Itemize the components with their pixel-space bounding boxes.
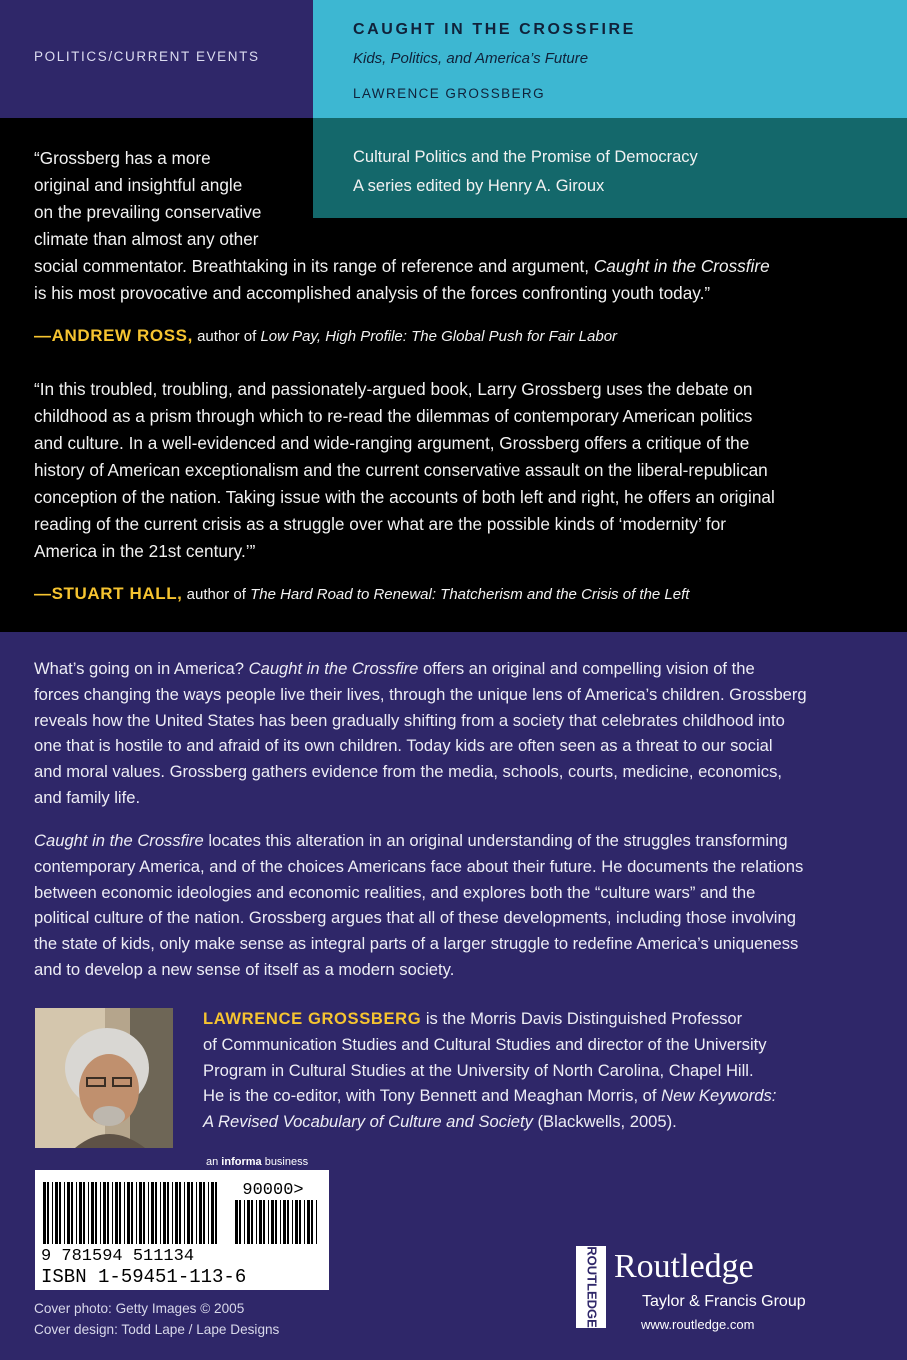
barcode-bar: [127, 1182, 130, 1244]
barcode-bar: [88, 1182, 89, 1244]
barcode-bar: [283, 1200, 286, 1244]
barcode-bar: [287, 1200, 289, 1244]
quote-2-line: “In this troubled, troubling, and passionately-argued book, Larry Grossberg uses the debate on: [34, 379, 753, 399]
barcode-bar: [191, 1182, 193, 1244]
design-credit: Cover design: Todd Lape / Lape Designs: [34, 1322, 280, 1337]
barcode-bar: [115, 1182, 118, 1244]
quote-1-line: original and insightful angle: [34, 175, 243, 195]
book-subtitle: Kids, Politics, and America’s Future: [353, 50, 589, 67]
barcode-bar: [103, 1182, 106, 1244]
quote-1-line: social commentator. Breathtaking in its range of reference and argument, Caught in the Crossfire: [34, 256, 770, 276]
barcode-bar: [67, 1182, 70, 1244]
barcode-box: [35, 1170, 329, 1290]
quote-1-author: —ANDREW ROSS,: [34, 326, 193, 345]
desc-line: contemporary America, and of the choices Americans face about their future. He documents the relations: [34, 856, 804, 876]
barcode-bar: [271, 1200, 274, 1244]
barcode-bar: [235, 1200, 238, 1244]
barcode: [35, 1170, 329, 1290]
series-name: Cultural Politics and the Promise of Democracy: [353, 148, 698, 166]
author-bio: [203, 1006, 776, 1135]
barcode-bar: [155, 1182, 157, 1244]
quote-1: [34, 145, 770, 307]
barcode-bar: [167, 1182, 169, 1244]
desc-line: one that is hostile to and afraid of its own children. Today kids are often seen as a threat to our social: [34, 736, 773, 756]
quote-1-attribution: —ANDREW ROSS, author of Low Pay, High Profile: The Global Push for Fair Labor: [34, 326, 618, 345]
description-paragraph-2: [34, 828, 894, 983]
desc-line: forces changing the ways people live their lives, through the unique lens of America’s children. Grossberg: [34, 684, 807, 704]
barcode-bar: [316, 1200, 317, 1244]
barcode-bar: [211, 1182, 214, 1244]
barcode-bar: [112, 1182, 113, 1244]
barcode-bar: [172, 1182, 173, 1244]
publisher-group: Taylor & Francis Group: [642, 1293, 806, 1310]
barcode-bar: [299, 1200, 301, 1244]
quote-2-author: —STUART HALL,: [34, 584, 183, 603]
barcode-bar: [52, 1182, 53, 1244]
barcode-bar: [71, 1182, 73, 1244]
description-paragraph-1: [34, 656, 894, 811]
desc-line: and to develop a new sense of itself as a modern society.: [34, 959, 455, 979]
barcode-bar: [244, 1200, 245, 1244]
bio-line: He is the co-editor, with Tony Bennett and Meaghan Morris, of New Keywords:: [203, 1086, 777, 1106]
barcode-bar: [143, 1182, 145, 1244]
svg-text:ROUTLEDGE: ROUTLEDGE: [584, 1246, 600, 1328]
barcode-bar: [76, 1182, 77, 1244]
quote-2-line: and culture. In a well-evidenced and wide-ranging argument, Grossberg offers a critique of the: [34, 433, 750, 453]
barcode-bar: [304, 1200, 305, 1244]
barcode-bar: [160, 1182, 161, 1244]
series-editor: A series edited by Henry A. Giroux: [353, 177, 605, 195]
barcode-bar: [119, 1182, 121, 1244]
barcode-isbn-text: ISBN 1-59451-113-6: [41, 1266, 247, 1288]
barcode-bar: [131, 1182, 133, 1244]
barcode-bar: [179, 1182, 181, 1244]
informa-label: an informa business: [206, 1156, 309, 1168]
quote-1-work: Low Pay, High Profile: The Global Push for Fair Labor: [260, 328, 618, 345]
quote-2-line: America in the 21st century.’”: [34, 541, 256, 561]
desc-line: between economic ideologies and economic realities, and explores both the “culture wars” and the: [34, 882, 756, 902]
barcode-bar: [91, 1182, 94, 1244]
publisher-url[interactable]: www.routledge.com: [641, 1317, 755, 1332]
bio-line: of Communication Studies and Cultural Studies and director of the University: [203, 1034, 767, 1054]
quote-2-work: The Hard Road to Renewal: Thatcherism and the Crisis of the Left: [250, 586, 690, 603]
barcode-ean-text: 9 781594 511134: [41, 1247, 195, 1266]
barcode-bar: [47, 1182, 49, 1244]
desc-line: What’s going on in America? Caught in the Crossfire offers an original and compelling vision of the: [34, 659, 755, 678]
quote-1-line: on the prevailing conservative: [34, 202, 262, 222]
routledge-logo: [576, 1246, 606, 1328]
barcode-bar: [215, 1182, 217, 1244]
bio-author-name: LAWRENCE GROSSBERG: [203, 1009, 422, 1028]
barcode-bar: [203, 1182, 205, 1244]
bio-line: LAWRENCE GROSSBERG is the Morris Davis Distinguished Professor: [203, 1009, 743, 1028]
barcode-bar: [187, 1182, 190, 1244]
desc-line: political culture of the nation. Grossberg argues that all of these developments, including those involving: [34, 908, 796, 928]
barcode-bar: [175, 1182, 178, 1244]
barcode-bar: [292, 1200, 293, 1244]
quote-2-line: history of American exceptionalism and the current conservative assault on the liberal-republican: [34, 460, 768, 480]
quote-2-line: reading of the current crisis as a struggle over what are the possible kinds of ‘modernity’ for: [34, 514, 726, 534]
barcode-bar: [43, 1182, 46, 1244]
quote-2-line: childhood as a prism through which to re-read the dilemmas of contemporary American politics: [34, 406, 753, 426]
desc-line: and moral values. Grossberg gathers evidence from the media, schools, courts, medicine, economics,: [34, 762, 782, 782]
barcode-bar: [124, 1182, 125, 1244]
barcode-bar: [83, 1182, 85, 1244]
barcode-bar: [239, 1200, 241, 1244]
routledge-spine-icon: [576, 1246, 606, 1328]
barcode-bar: [95, 1182, 97, 1244]
barcode-bar: [256, 1200, 257, 1244]
quote-1-line: is his most provocative and accomplished analysis of the forces confronting youth today.”: [34, 283, 711, 303]
barcode-bar: [247, 1200, 250, 1244]
barcode-bar: [295, 1200, 298, 1244]
barcode-bar: [100, 1182, 101, 1244]
barcode-bar: [184, 1182, 185, 1244]
barcode-bar: [139, 1182, 142, 1244]
desc-line: Caught in the Crossfire locates this alteration in an original understanding of the struggles transforming: [34, 831, 788, 850]
barcode-bar: [64, 1182, 65, 1244]
desc-line: and family life.: [34, 787, 141, 807]
barcode-bar: [163, 1182, 166, 1244]
quote-2-attribution: —STUART HALL, author of The Hard Road to Renewal: Thatcherism and the Crisis of the Left: [34, 584, 690, 603]
barcode-bar: [107, 1182, 109, 1244]
book-title: CAUGHT IN THE CROSSFIRE: [353, 21, 636, 38]
barcode-bar: [280, 1200, 281, 1244]
barcode-bar: [311, 1200, 313, 1244]
barcode-bar: [208, 1182, 209, 1244]
barcode-bar: [251, 1200, 253, 1244]
barcode-bar: [136, 1182, 137, 1244]
bio-line: A Revised Vocabulary of Culture and Society (Blackwells, 2005).: [203, 1112, 677, 1132]
barcode-bar: [55, 1182, 58, 1244]
barcode-bar: [307, 1200, 310, 1244]
barcode-bar: [263, 1200, 265, 1244]
publisher-name: Routledge: [614, 1248, 754, 1285]
quote-1-line: “Grossberg has a more: [34, 148, 211, 168]
quote-2-line: conception of the nation. Taking issue with the accounts of both left and right, he offers an original: [34, 487, 775, 507]
photo-credit: Cover photo: Getty Images © 2005: [34, 1301, 245, 1316]
desc-line: reveals how the United States has been gradually shifting from a society that celebrates childhood into: [34, 710, 785, 730]
barcode-bar: [148, 1182, 149, 1244]
category-label: POLITICS/CURRENT EVENTS: [34, 49, 260, 64]
bio-line: Program in Cultural Studies at the University of North Carolina, Chapel Hill.: [203, 1060, 754, 1080]
barcode-bar: [268, 1200, 269, 1244]
barcode-bar: [151, 1182, 154, 1244]
barcode-bar: [79, 1182, 82, 1244]
barcode-bar: [275, 1200, 277, 1244]
barcode-bar: [196, 1182, 197, 1244]
quote-1-line: climate than almost any other: [34, 229, 259, 249]
barcode-addon-text: 90000>: [242, 1181, 304, 1200]
desc-line: the state of kids, only make sense as integral parts of a larger struggle to redefine America’s uniqueness: [34, 934, 799, 954]
barcode-bar: [59, 1182, 61, 1244]
barcode-bar: [199, 1182, 202, 1244]
quote-2: [34, 376, 775, 565]
author-photo: [35, 1008, 173, 1148]
barcode-bar: [259, 1200, 262, 1244]
book-author: LAWRENCE GROSSBERG: [353, 86, 545, 101]
